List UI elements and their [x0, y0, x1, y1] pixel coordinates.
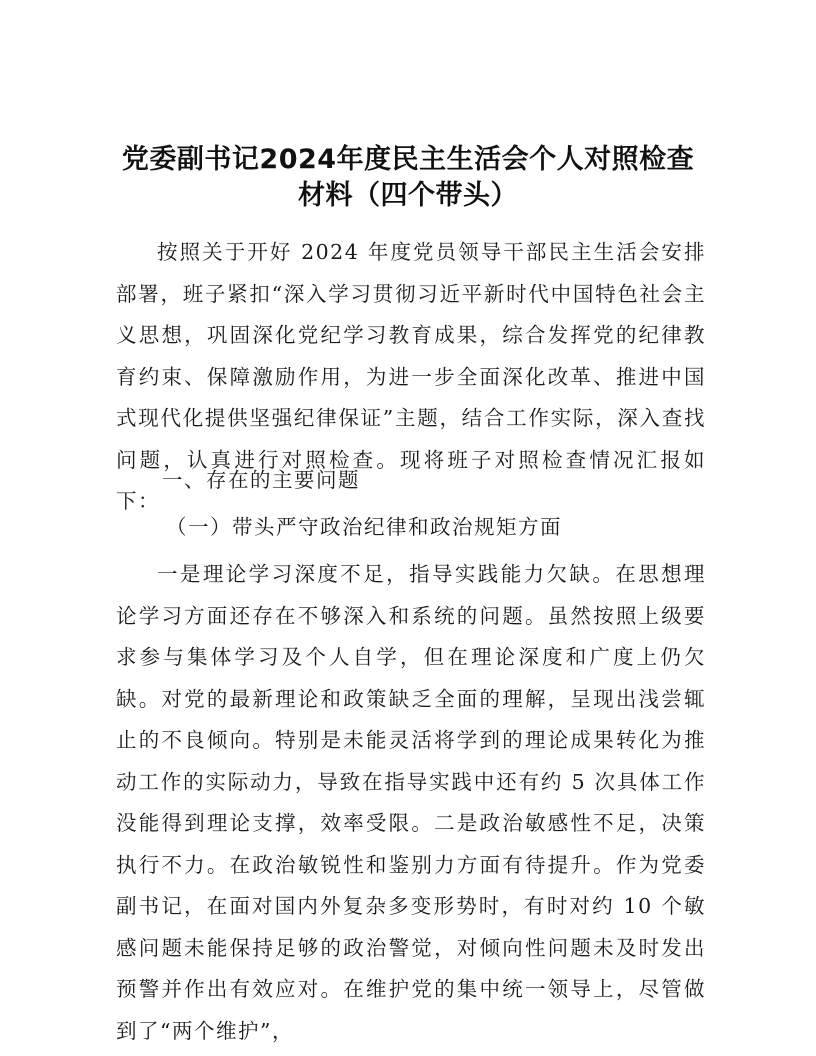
intro-paragraph: 按照关于开好 2024 年度党员领导干部民主生活会安排部署，班子紧扣“深入学习贯彻习近平新时代中国特色社会主义思想，巩固深化党纪学习教育成果，综合发挥党的纪律教育约束、保障激励作用，为进一步全面深化改革、推进中国式现代化提供坚强纪律保证”主题，结合工作实际，深入查找问题，认真进行对照检查。现将班子对照检查情况汇报如下：: [116, 240, 706, 513]
document-title-line-2: 材料（四个带头）: [298, 180, 518, 211]
subsection-heading: （一）带头严守政治纪律和政治规矩方面: [166, 515, 562, 539]
body-paragraph: 一是理论学习深度不足，指导实践能力欠缺。在思想理论学习方面还存在不够深入和系统的问题。虽然按照上级要求参与集体学习及个人自学，但在理论深度和广度上仍欠缺。对党的最新理论和政策缺乏全面的理解，呈现出浅尝辄止的不良倾向。特别是未能灵活将学到的理论成果转化为推动工作的实际动力，导致在指导实践中还有约 5 次具体工作没能得到理论支撑，效率受限。二是政治敏感性不足，决策执行不力。在政治敏锐性和鉴别力方面有待提升。作为党委副书记，在面对国内外复杂多变形势时，有时对约 10 个敏感问题未能保持足够的政治警觉，对倾向性问题未及时发出预警并作出有效应对。在维护党的集中统一领导上，尽管做到了“两个维护”，: [116, 562, 706, 1043]
section-heading: 一、存在的主要问题: [162, 468, 360, 492]
document-title-line-1: 党委副书记2024年度民主生活会个人对照检查: [121, 144, 695, 175]
